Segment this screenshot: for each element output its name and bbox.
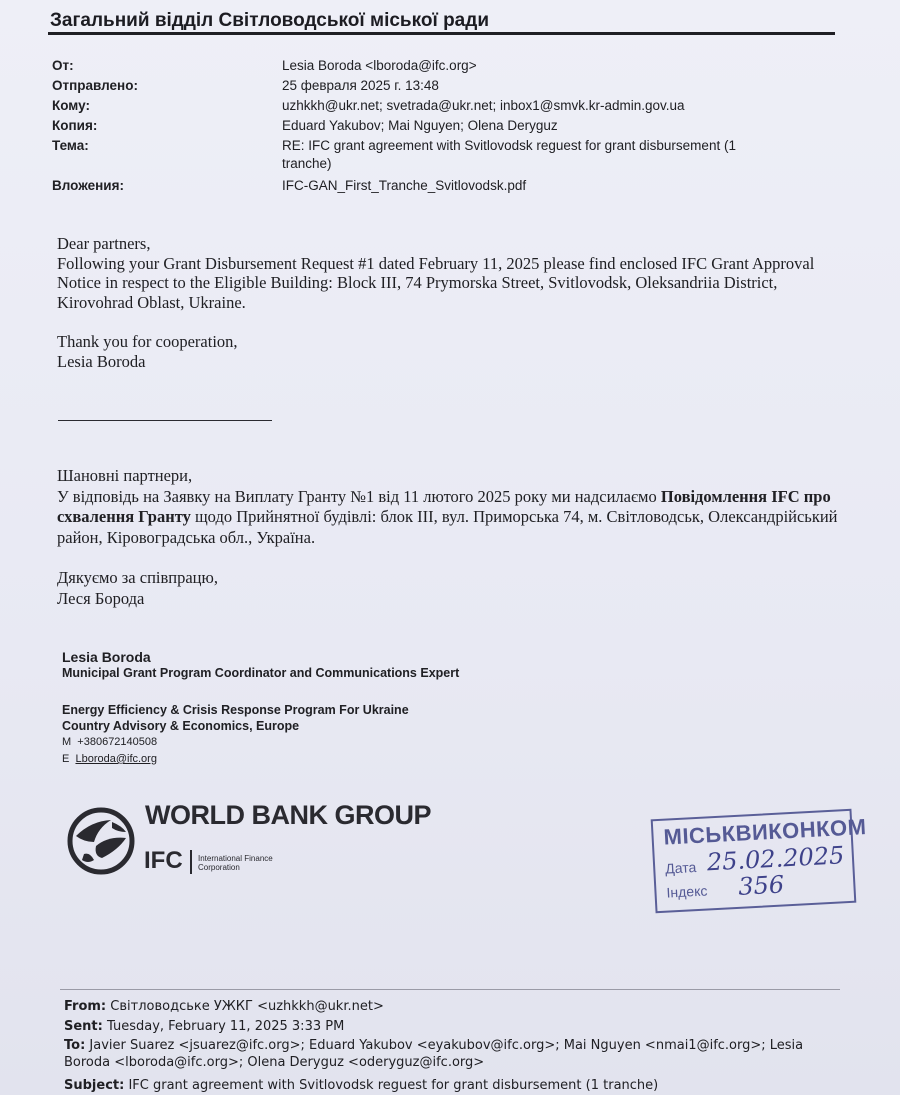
sent-value: 25 февраля 2025 г. 13:48 (282, 78, 439, 93)
cc-label: Копия: (52, 118, 98, 133)
email-prefix: E (62, 753, 70, 765)
english-greeting: Dear partners, (57, 234, 151, 253)
attachment-label: Вложения: (52, 178, 124, 193)
mobile-number: +380672140508 (77, 736, 158, 748)
stamp-title: МІСЬКВИКОНКОМ (662, 814, 868, 850)
department-title: Загальний відділ Світловодської міської ради (50, 10, 489, 31)
program-block (62, 702, 409, 734)
to-value: uzhkkh@ukr.net; svetrada@ukr.net; inbox1@smvk.kr-admin.gov.ua (282, 98, 685, 113)
forwarded-from-row (64, 998, 854, 1015)
english-body: Following your Grant Disbursement Request #1 dated February 11, 2025 please find enclosed IFC Grant Approval Notice in respect to the Eligible Building: Block III, 74 Prymorska Street, Svitlovodsk, Oleksandriia District, Kirovohrad Oblast, Ukraine. (57, 253, 815, 312)
header-divider (48, 32, 835, 35)
english-message (57, 234, 837, 371)
sent-label: Отправлено: (52, 78, 138, 93)
forwarded-sent-value: Tuesday, February 11, 2025 3:33 PM (107, 1019, 345, 1034)
forwarded-divider (60, 989, 840, 990)
ukrainian-body-start: У відповідь на Заявку на Виплату Гранту №1 від 11 лютого 2025 року ми надсилаємо (57, 486, 661, 506)
forwarded-subject-value: IFC grant agreement with Svitlovodsk reguest for grant disbursement (1 tranche) (128, 1078, 659, 1093)
forwarded-from-label: From: (64, 999, 107, 1014)
signature-program: Energy Efficiency & Crisis Response Program For Ukraine (62, 703, 409, 717)
stamp-date-value: 25.02.2025 (706, 841, 845, 877)
signature-title: Municipal Grant Program Coordinator and Communications Expert (62, 666, 460, 680)
ifc-logo-subtitle: International Finance Corporation (198, 854, 273, 872)
ifc-logo-divider (190, 850, 192, 874)
to-label: Кому: (52, 98, 90, 113)
forwarded-sent-row (64, 1018, 854, 1035)
from-value: Lesia Boroda <lboroda@ifc.org> (282, 58, 477, 73)
english-sender-name: Lesia Boroda (57, 351, 146, 371)
mobile-line (62, 734, 157, 751)
separator-line (58, 420, 272, 421)
ukrainian-greeting: Шановні партнери, (57, 466, 193, 485)
from-label: От: (52, 58, 74, 73)
ukrainian-body-end: щодо Прийнятної будівлі: блок III, вул. Приморська 74, м. Світловодськ, Олександрійський район, Кіровоградська обл., Україна. (57, 507, 838, 547)
signature-block (62, 649, 459, 681)
forwarded-from-value: Світловодське УЖКГ <uzhkkh@ukr.net> (110, 999, 384, 1014)
forwarded-to-label: To: (64, 1038, 86, 1053)
ukrainian-body-bold: Повідомлення IFC про схвалення Гранту (57, 486, 831, 526)
signature-unit: Country Advisory & Economics, Europe (62, 719, 300, 733)
ukrainian-sender-name: Леся Борода (57, 588, 145, 608)
email-link[interactable]: Lboroda@ifc.org (75, 753, 157, 765)
ukrainian-message (57, 466, 847, 609)
contact-block (62, 734, 157, 768)
attachment-value: IFC-GAN_First_Tranche_Svitlovodsk.pdf (282, 178, 527, 193)
english-thanks: Thank you for cooperation, (57, 332, 238, 351)
world-bank-group-logo: WORLD BANK GROUP (145, 800, 431, 830)
registration-stamp (651, 809, 868, 913)
ukrainian-body (57, 487, 847, 549)
stamp-index-label: Індекс (666, 882, 708, 901)
subject-value: RE: IFC grant agreement with Svitlovodsk reguest for grant disbursement (1 tranche) (282, 138, 736, 171)
email-line (62, 751, 157, 768)
world-bank-globe-icon (66, 806, 136, 876)
forwarded-subject-row (64, 1077, 854, 1094)
mobile-prefix: M (62, 736, 72, 748)
cc-value: Eduard Yakubov; Mai Nguyen; Olena Deryguz (282, 118, 558, 133)
forwarded-subject-label: Subject: (64, 1078, 125, 1093)
stamp-date-label: Дата (664, 859, 697, 877)
forwarded-sent-label: Sent: (64, 1019, 103, 1034)
forwarded-to-row (64, 1037, 834, 1071)
ukrainian-thanks: Дякуємо за співпрацю, (57, 568, 218, 587)
stamp-index-value: 356 (737, 870, 785, 901)
signature-name: Lesia Boroda (62, 649, 151, 665)
forwarded-to-value: Javier Suarez <jsuarez@ifc.org>; Eduard Yakubov <eyakubov@ifc.org>; Mai Nguyen <nmai1@ifc.org>; Lesia Boroda <lboroda@ifc.org>; Olena Deryguz <oderyguz@ifc.org> (64, 1038, 804, 1070)
subject-label: Тема: (52, 138, 89, 153)
ifc-logo: IFC (144, 847, 183, 874)
